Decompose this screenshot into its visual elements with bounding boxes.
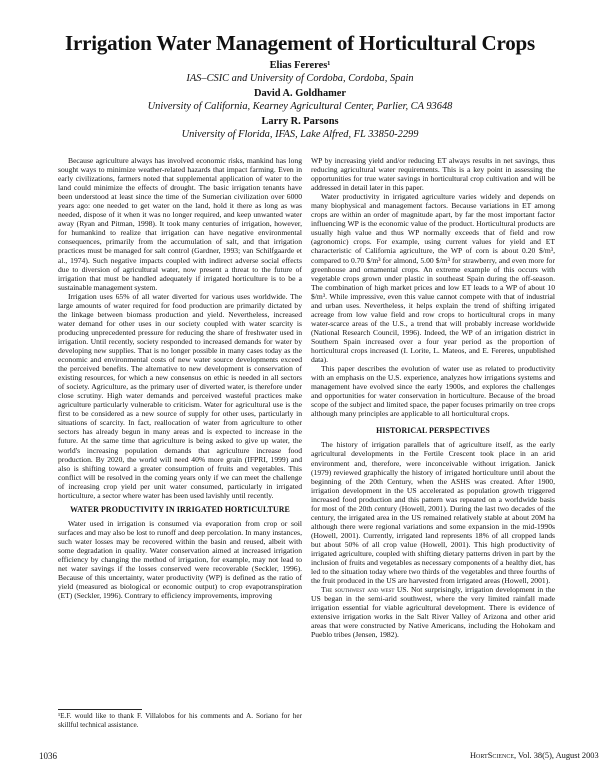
body-paragraph: Water used in irrigation is consumed via evaporation from crop or soil surfaces and may also be lost to runoff and deep percolation. In many instances, such water losses may be recovered within the basin and reused, albeit with some degradation in quality. Water conservation aimed at increased irrigation efficiency by changing the method of irrigation, for example, may not lead to net water savings if the losses conserved were recoverable (Seckler, 1996). Because of this uncertainty, water productivity (WP) is defined as the ratio of yield (measured as biological or economic output) to crop evapotranspiration (ET) (Seckler, 1996). Contrary to efficiency improvements, improving: [58, 518, 302, 601]
paper-title: Irrigation Water Management of Horticultural Crops: [64, 31, 536, 55]
author-name-2: David A. Goldhamer: [253, 88, 347, 99]
body-paragraph: Because agriculture always has involved economic risks, mankind has long sought ways to minimize weather-related hazards that impact farming. Even in early civilizations, farmers noted that supplemental application of water to the land could minimize the effects of drought. The basic irrigation tenants have been understood at least since the time of the Sumerian civilization over 6000 years ago: one needed to get water on the land, hold it there as long as was needed, dispose of it when it was no longer required, and keep unwanted water away (Ryan and Pitman, 1998). It took many centuries of irrigation, however, for humankind to realize that irrigation can have negative environmental consequences, primarily from the accumulation of salt, and that irrigation practices must be managed for salt control (Gardner, 1993; van Schilfgaarde et al., 1974). Such negative impacts coupled with indirect adverse social effects due to diversion of agricultural water, now present a threat to the future of irrigation that must be handled adequately if irrigated horticulture is to be a sustainable management system.: [58, 156, 302, 292]
body-paragraph: Water productivity in irrigated agriculture varies widely and depends on many biophysical and management factors. Because variations in ET among crops are within an order of magnitude apart, by far the most important factor influencing WP is the economic value of the product. Horticultural products are usually high value and thus WP normally exceeds that of field and row (agronomic) crops. For example, using current values for yield and ET characteristic of California agriculture, the WP of corn is about 0.20 $/m³, compared to 0.70 $/m³ for almond, 5.00 $/m³ for strawberry, and even more for greenhouse and ornamental crops. An extreme example of this occurs with vegetable crops grown under plastic in southeast Spain during the off-season. The combination of high market prices and low ET leads to a WP of about 10 $/m³. While impressive, even this value cannot compete with that of industrial and urban uses. Nevertheless, it helps explain the trend of shifting irrigated acreage from low value field and row crops to horticultural crops in many water-scarce areas of the U.S., a trend that will probably increase worldwide (National Research Council, 1996). Indeed, the WP of an irrigation district in Southern Spain increased over a four year period as the proportion of horticultural crops increased (I. Lorite, L. Mateos, and E. Fereres, unpublished data).: [311, 192, 555, 365]
footnote: ¹E.F. would like to thank F. Villalobos for his comments and A. Soriano for her skillful technical assistance.: [58, 712, 302, 729]
body-paragraph: WP by increasing yield and/or reducing ET always results in net savings, thus reducing agricultural water requirements. This is a key point in assessing the opportunities for true water savings in horticultural crop cultivation and will be addressed in detail later in this paper.: [311, 156, 555, 193]
author-name-1: Elias Fereres¹: [269, 60, 331, 71]
body-paragraph: This paper describes the evolution of water use as related to productivity with an emphasis on the U.S. experience, analyzes how irrigations systems and management have evolved since the early 1900s, and explores the challenges and opportunities for water conservation in horticulture. Because of the broad scope of the subject and limited space, the paper focuses primarily on tree crops although many principles are applicable to all horticultural crops.: [311, 364, 555, 419]
author-affiliation-3: University of Florida, IFAS, Lake Alfred, FL 33850-2299: [181, 129, 419, 140]
section-heading-water-productivity: WATER PRODUCTIVITY IN IRRIGATED HORTICULTURE: [70, 504, 290, 514]
author-affiliation-2: University of California, Kearney Agricultural Center, Parlier, CA 93648: [147, 101, 453, 112]
subsection-lead: The southwest and west US.: [321, 585, 409, 595]
body-paragraph: The history of irrigation parallels that of agriculture itself, as the early agricultural developments in the Fertile Crescent took place in an arid environment and, therefore, were inconceivable without irrigation. Janick (1979) reviewed graphically the history of irrigated horticulture until about the beginning of the 20th Century, when the ASHS was created. After 1900, irrigation development in the US accelerated as population growth triggered increased food production and this pattern was repeated on a worldwide basis for most of the 20th century (Howell, 2001). During the last two decades of the century, the irrigated area in the US remained relatively stable at about 20M ha although there were regional variations and some expansion in the mid-1990s (Howell, 2001). Currently, irrigated land represents 18% of all cropped lands but about 50% of all crop value (Howell, 2001). This high productivity of irrigated agriculture, coupled with shifting dietary patterns driven in part by the inclusion of fruits and vegetables as necessary components of a healthy diet, has led to the situation today where two thirds of the vegetables and three fourths of the fruit produced in the US are harvested from irrigated areas (Howell, 2001).: [311, 440, 555, 586]
author-name-3: Larry R. Parsons: [261, 116, 339, 127]
author-affiliation-1: IAS–CSIC and University of Cordoba, Cordoba, Spain: [186, 73, 414, 84]
body-paragraph: Irrigation uses 65% of all water diverted for various uses worldwide. The large amounts of water required for food production are primarily dictated by the linkage between biomass production and yield. Nevertheless, increased water demand for other uses in our society coupled with water scarcity is producing unprecedented pressure for reducing the share of freshwater used in irrigation. Until recently, society responded to increased demands for water by developing new supplies. That is no longer possible in many cases today as the economic and environmental costs of new water source developments exceed the perceived benefits. The alternative to new development is conservation of existing resources, for which a new consensus on ethic is needed in all sectors of society. Agriculture, as the primary user of diverted water, is therefore under close scrutiny. High water demands and perceived wasteful practices make agriculture particularly vulnerable to criticism. Water for agricultural use is the first to be considered as a new source of supply for other uses, particularly in situations of scarcity. In fact, reallocation of water from agriculture to other sectors has already begun in many areas and is expected to increase in the future. At the same time that agriculture is being asked to give up water, the world's increasing population demands that agriculture increase food production. By 2020, the world will need 40% more grain (IFPRI, 1999) and also is shifting toward a greater consumption of fruits and vegetables. This conflict will be resolved in the coming years only if we can meet the challenge of increasing crop yield per unit water consumed, particularly in irrigated horticulture, a sector where water has been used lavishly until recently.: [58, 291, 302, 500]
section-heading-historical-perspectives: HISTORICAL PERSPECTIVES: [376, 426, 490, 436]
running-footer: [470, 751, 599, 760]
subsection-text: Not surprisingly, irrigation development in the US began in the semi-arid southwest, where the very limited rainfall made irrigation essential for viable agricultural development. There is evidence of extensive irrigation works in the Salt River Valley of Arizona and other arid areas that were constructed by Native Americans, including the Hohokam and Pueblo tribes (Jensen, 1982).: [311, 585, 555, 640]
footnote-rule: [58, 709, 142, 710]
journal-name: HortScience: [470, 751, 515, 760]
left-column: [58, 156, 302, 600]
right-column: [311, 156, 555, 639]
body-paragraph-subsection: [311, 585, 555, 639]
journal-issue: , Vol. 38(5), August 2003: [514, 751, 599, 760]
page-number: 1036: [39, 751, 57, 761]
